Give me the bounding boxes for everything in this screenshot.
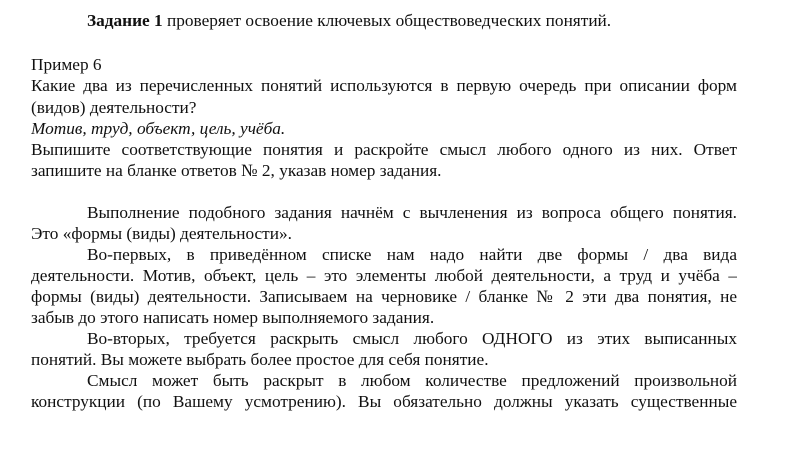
task-header-text: проверяет освоение ключевых обществоведческих понятий. <box>162 11 612 30</box>
paragraph-4-line-2: конструкции (по Вашему усмотрению). Вы обязательно должны указать существенные <box>31 392 737 411</box>
paragraph-1-line-1: Выполнение подобного задания начнём с вычленения из вопроса общего понятия. <box>87 203 737 222</box>
answer-options: Мотив, труд, объект, цель, учёба. <box>31 119 286 138</box>
paragraph-2-line-1: Во-первых, в приведённом списке нам надо найти две формы / два вида <box>87 245 737 264</box>
paragraph-1-line-2: Это «формы (виды) деятельности». <box>31 224 292 243</box>
instruction-line-1: Выпишите соответствующие понятия и раскройте смысл любого одного из них. Ответ <box>31 140 737 159</box>
paragraph-2-line-3: формы (виды) деятельности. Записываем на черновике / бланке № 2 эти два понятия, не <box>31 287 737 306</box>
paragraph-3-line-2: понятий. Вы можете выбрать более простое для себя понятие. <box>31 350 489 369</box>
paragraph-3-line-1: Во-вторых, требуется раскрыть смысл любого ОДНОГО из этих выписанных <box>87 329 737 348</box>
task-header <box>87 10 737 31</box>
example-label: Пример 6 <box>31 55 102 74</box>
paragraph-2-line-4: забыв до этого написать номер выполняемого задания. <box>31 308 435 327</box>
question-line-1: Какие два из перечисленных понятий используются в первую очередь при описании форм <box>31 76 737 95</box>
task-header-bold: Задание 1 <box>87 11 163 30</box>
instruction-line-2: запишите на бланке ответов № 2, указав номер задания. <box>31 161 442 180</box>
question-line-2: (видов) деятельности? <box>31 98 197 117</box>
paragraph-4-line-1: Смысл может быть раскрыт в любом количестве предложений произвольной <box>87 371 737 390</box>
paragraph-2-line-2: деятельности. Мотив, объект, цель – это элементы любой деятельности, а труд и учёба – <box>31 266 737 285</box>
